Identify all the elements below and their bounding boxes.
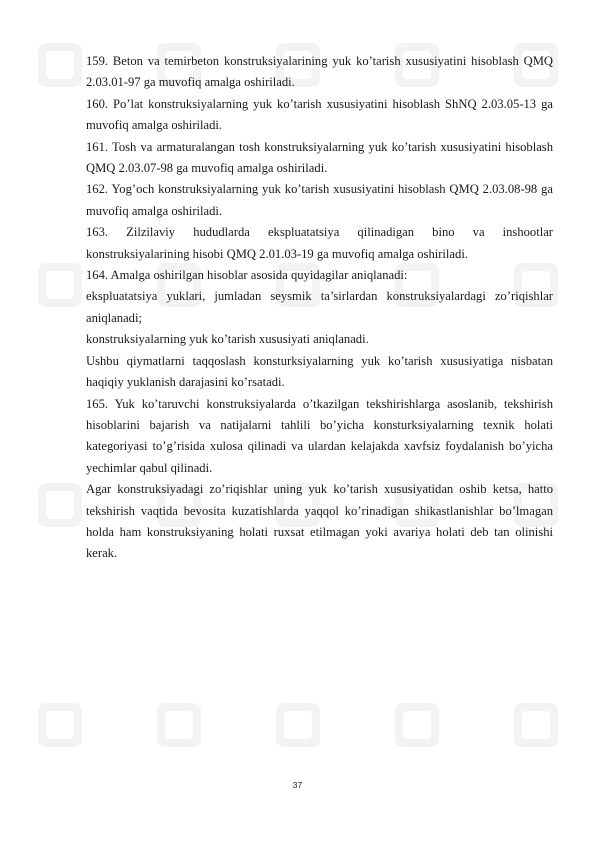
list-item-load-capacity: konstruksiyalarning yuk ko’tarish xususiyati aniqlanadi. (86, 332, 369, 347)
pdf-watermark-icon (30, 255, 90, 315)
document-body (86, 51, 553, 565)
page-number: 37 (292, 780, 303, 790)
pdf-watermark-icon (149, 695, 209, 755)
pdf-watermark-icon (268, 695, 328, 755)
paragraph-160: 160. Po’lat konstruksiyalarning yuk ko’tarish xususiyatini hisoblash ShNQ 2.03.05-13 ga muvofiq amalga oshiriladi. (86, 96, 553, 133)
paragraph-163: 163. Zilzilaviy hududlarda ekspluatatsiya qilinadigan bino va inshootlar konstruksiyalarining hisobi QMQ 2.01.03-19 ga muvofiq amalga oshiriladi. (86, 225, 553, 261)
pdf-watermark-icon (30, 35, 90, 95)
paragraph-emergency-state: Agar konstruksiyadagi zo’riqishlar uning yuk ko’tarish xususiyatidan oshib ketsa, hatto tekshirish vaqtida bevosita kuzatishlarda yaqqol ko’rinadigan shikastlanishlar bo’lmagan holda ham konstruksiyaning holati ruxsat etilmagan yoki avariya holati deb tan olinishi kerak. (86, 482, 553, 561)
pdf-watermark-icon (506, 695, 566, 755)
paragraph-159: 159. Beton va temirbeton konstruksiyalarining yuk ko’tarish xususiyatini hisoblash QMQ 2.03.01-97 ga muvofiq amalga oshiriladi. (86, 54, 553, 90)
paragraph-164: 164. Amalga oshirilgan hisoblar asosida quyidagilar aniqlanadi: (86, 268, 408, 283)
paragraph-165: 165. Yuk ko’taruvchi konstruksiyalarda o’tkazilgan tekshirishlarga asoslanib, tekshirish hisoblarini bajarish va natijalarni tahlili bo’yicha konsturksiyalarning texnik holati kategoriyasi to’g’risida xulosa qilinadi va ulardan kelajakda xavfsiz foydalanish bo’yicha yechimlar qabul qilinadi. (86, 396, 553, 475)
pdf-watermark-icon (30, 695, 90, 755)
paragraph-comparison: Ushbu qiymatlarni taqqoslash konsturksiyalarning yuk ko’tarish xususiyatiga nisbatan haqiqiy yuklanish darajasini ko’rsatadi. (86, 353, 553, 390)
paragraph-161: 161. Tosh va armaturalangan tosh konstruksiyalarning yuk ko’tarish xususiyatini hisoblash QMQ 2.03.07-98 ga muvofiq amalga oshiriladi. (86, 139, 553, 176)
list-item-exploitation-loads: ekspluatatsiya yuklari, jumladan seysmik ta’sirlardan konstruksiyalardagi zo’riqishlar aniqlanadi; (86, 289, 553, 325)
pdf-watermark-icon (30, 475, 90, 535)
pdf-watermark-icon (387, 695, 447, 755)
paragraph-162: 162. Yog’och konstruksiyalarning yuk ko’tarish xususiyatini hisoblash QMQ 2.03.08-98 ga muvofiq amalga oshiriladi. (86, 182, 553, 218)
